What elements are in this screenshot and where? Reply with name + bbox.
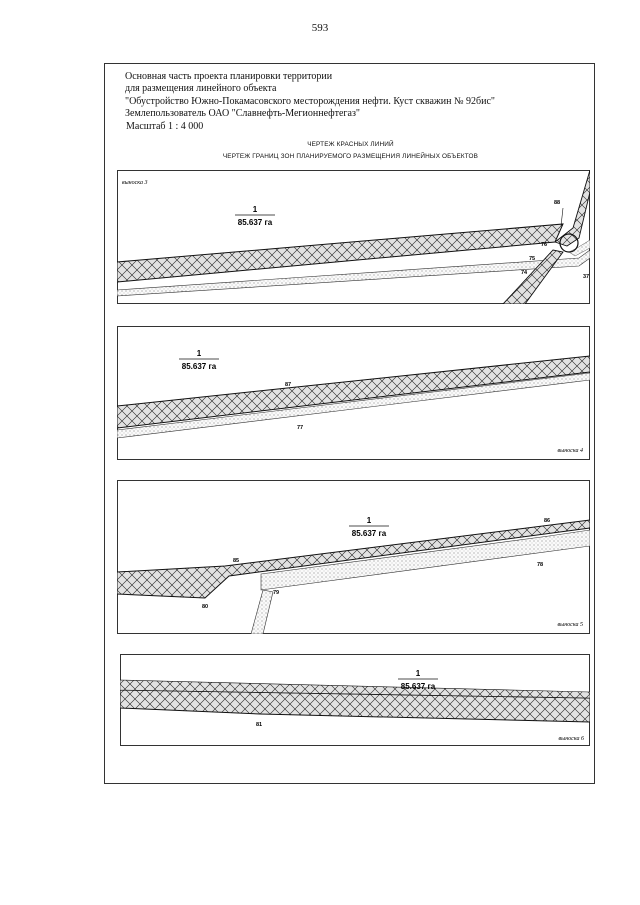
callout-label: выноска 4 — [557, 448, 583, 454]
point-37: 37 — [583, 274, 590, 280]
zone-number: 1 — [196, 349, 202, 358]
title-line-2: для размещения линейного объекта — [125, 83, 277, 95]
point-81: 81 — [256, 722, 263, 728]
point-86: 86 — [544, 518, 551, 524]
point-75: 75 — [529, 256, 536, 262]
zone-area: 85.637 га — [237, 218, 273, 227]
page-number: 593 — [311, 22, 329, 34]
title-line-1: Основная часть проекта планировки территории — [125, 71, 333, 82]
point-85: 85 — [233, 558, 240, 564]
map-panel-5-drawing — [117, 480, 590, 634]
callout-label: выноска 3 — [122, 180, 148, 186]
map-panel-4-drawing — [117, 326, 590, 460]
point-77: 77 — [297, 425, 304, 431]
point-78: 78 — [537, 562, 544, 568]
drawing-sheet — [104, 63, 595, 784]
heading-red-lines: ЧЕРТЕЖ КРАСНЫХ ЛИНИЙ — [307, 141, 394, 148]
title-line-3: "Обустройство Южно-Покамасовского месторождения нефти. Куст скважин № 92бис" — [125, 95, 496, 107]
title-line-4: Землепользователь ОАО "Славнефть-Мегионнефтегаз" — [125, 108, 360, 120]
point-80: 80 — [202, 604, 209, 610]
point-88: 88 — [554, 200, 561, 206]
point-79: 79 — [273, 590, 280, 596]
map-panel-callout-4 — [117, 326, 590, 460]
zone-number: 1 — [252, 205, 258, 214]
point-76: 76 — [541, 242, 548, 248]
map-panel-callout-6 — [120, 654, 590, 746]
title-block — [125, 71, 495, 133]
callout-label: выноска 5 — [557, 622, 583, 628]
map-panel-3-drawing — [117, 170, 590, 304]
map-panel-6-drawing — [120, 654, 590, 746]
heading-zones: ЧЕРТЕЖ ГРАНИЦ ЗОН ПЛАНИРУЕМОГО РАЗМЕЩЕНИЯ ЛИНЕЙНЫХ ОБЪЕКТОВ — [222, 153, 479, 160]
map-panel-callout-5 — [117, 480, 590, 634]
zone-area: 85.637 га — [351, 529, 387, 538]
scale-label: Масштаб 1 : 4 000 — [126, 120, 204, 132]
zone-number: 1 — [366, 516, 372, 525]
zone-area: 85.637 га — [181, 362, 217, 371]
point-74: 74 — [521, 270, 528, 276]
zone-area: 85.637 га — [400, 682, 436, 691]
map-panel-callout-3 — [117, 170, 590, 304]
callout-label: выноска 6 — [558, 736, 584, 742]
point-87: 87 — [285, 382, 292, 388]
zone-number: 1 — [415, 669, 421, 678]
